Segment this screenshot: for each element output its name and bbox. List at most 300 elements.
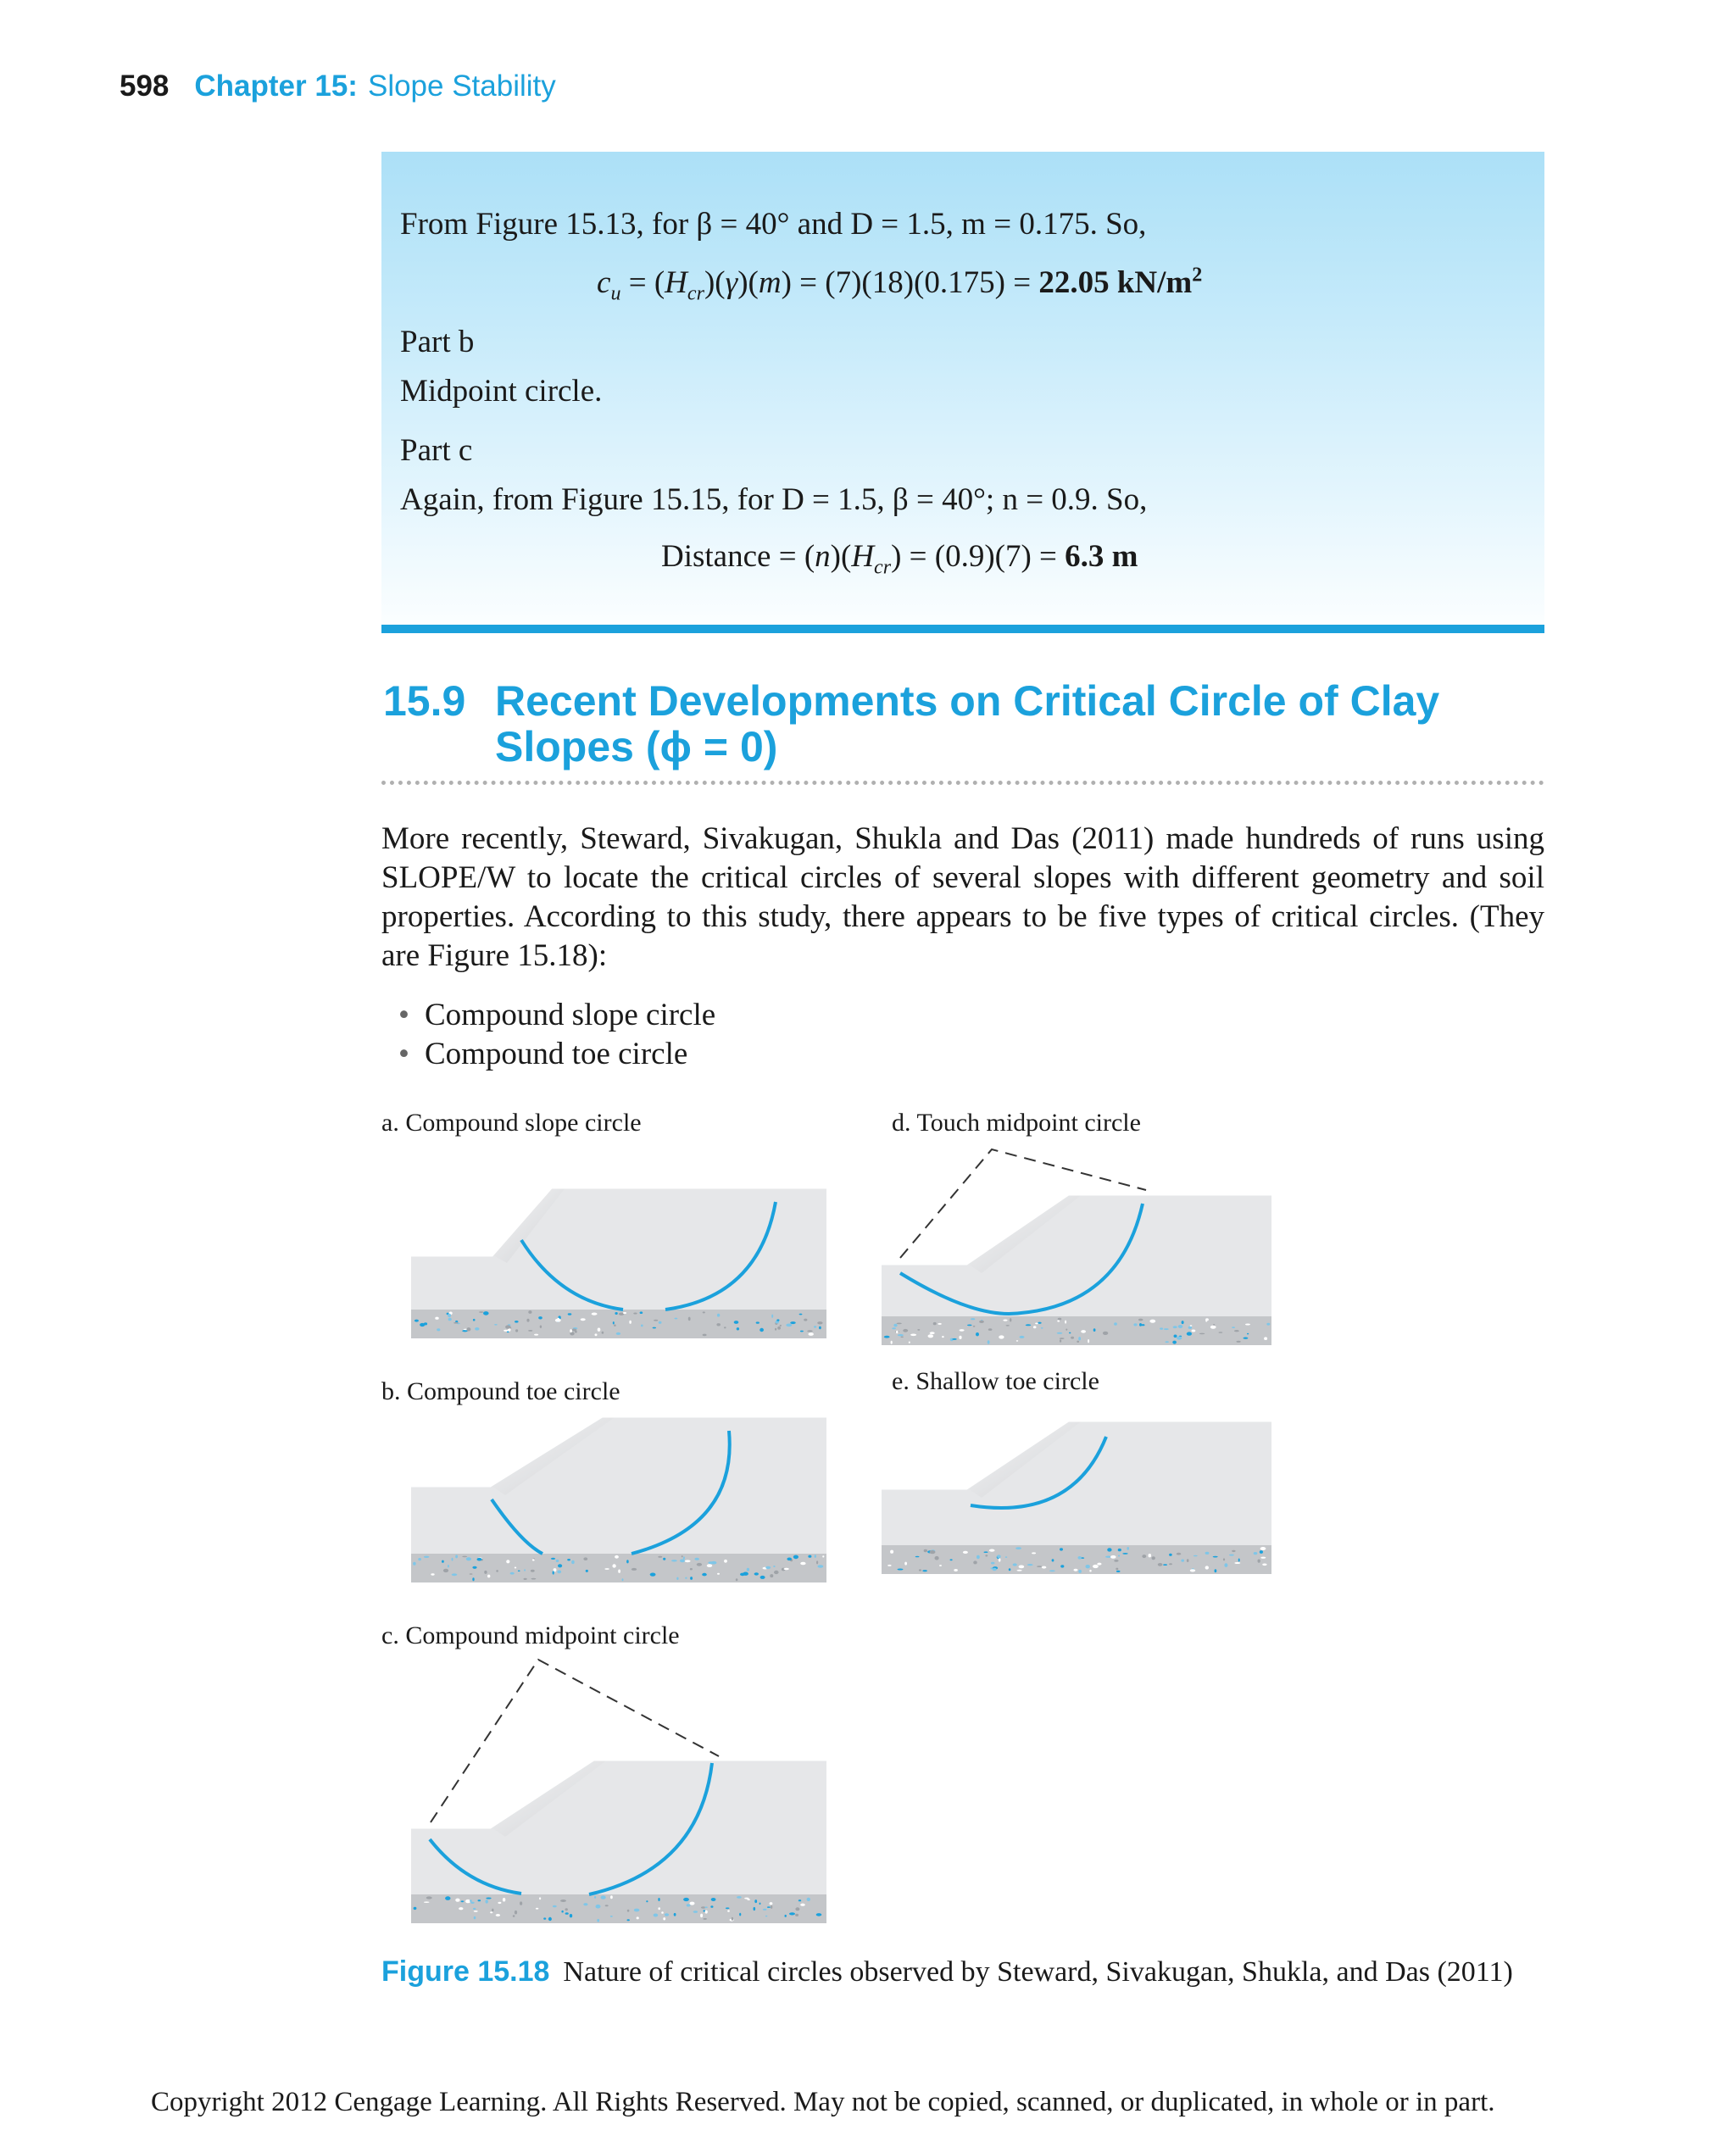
speckle-dot [484,1571,487,1574]
speckle-dot [704,1918,707,1920]
speckle-dot [985,1555,988,1556]
speckle-dot [1019,1566,1025,1569]
panel-b-compound-toe [411,1416,826,1582]
speckle-dot [800,1562,805,1566]
speckle-dot [1149,1554,1152,1557]
speckle-dot [561,1911,563,1913]
speckle-dot [1178,1325,1183,1328]
speckle-dot [474,1916,476,1919]
part-b-text: Midpoint circle. [400,374,603,409]
speckle-dot [531,1578,537,1580]
chapter-label: Chapter 15: [194,70,358,103]
speckle-dot [930,1550,936,1554]
speckle-dot [771,1315,773,1318]
speckle-dot [765,1566,771,1569]
speckle-dot [814,1326,816,1327]
speckle-dot [708,1561,714,1564]
speckle-dot [1013,1563,1017,1566]
speckle-dot [596,1905,601,1909]
speckle-dot [1093,1328,1096,1332]
speckle-dot [1033,1326,1037,1328]
speckle-dot [963,1551,968,1554]
speckle-dot [938,1323,941,1325]
speckle-dot [629,1321,632,1324]
chapter-title: Slope Stability [367,70,556,103]
speckle-dot [1026,1324,1032,1326]
speckle-dot [505,1325,510,1328]
speckle-dot [654,1914,659,1917]
speckle-dot [1152,1556,1155,1560]
speckle-dot [704,1910,705,1911]
speckle-dot [665,1913,669,1916]
speckle-dot [1264,1337,1267,1340]
speckle-dot [693,1911,698,1913]
speckle-dot [1169,1554,1172,1556]
speckle-dot [1060,1565,1064,1567]
speckle-dot [1078,1556,1082,1560]
speckle-dot [424,1322,427,1325]
speckle-dot [1238,1559,1240,1562]
speckle-dot [984,1551,988,1553]
section-number: 15.9 [383,677,466,725]
speckle-dot [754,1899,757,1903]
speckle-dot [917,1329,920,1331]
speckle-dot [1172,1341,1177,1344]
speckle-dot [418,1558,421,1560]
speckle-dot [531,1570,535,1572]
speckle-dot [658,1898,659,1901]
speckle-dot [971,1318,975,1320]
speckle-dot [724,1327,726,1328]
speckle-dot [442,1560,444,1563]
speckle-dot [674,1913,676,1916]
speckle-dot [765,1916,767,1917]
speckle-dot [586,1570,588,1572]
speckle-dot [724,1560,727,1563]
speckle-dot [653,1327,656,1329]
speckle-dot [1042,1566,1046,1569]
speckle-dot [935,1556,939,1560]
speckle-dot [703,1311,705,1313]
speckle-dot [496,1570,498,1572]
speckle-dot [704,1906,707,1908]
speckle-dot [431,1573,434,1575]
equation-distance-result: 6.3 m [1065,539,1138,574]
figure-caption-text: Nature of critical circles observed by Steward, Sivakugan, Shukla, and Das (2011) [563,1956,1513,1988]
speckle-dot [437,1328,440,1331]
speckle-dot [819,1327,821,1330]
speckle-dot [539,1897,541,1899]
speckle-dot [1169,1563,1172,1565]
speckle-dot [688,1317,691,1321]
speckle-dot [1173,1326,1177,1328]
speckle-dot [1177,1337,1182,1340]
speckle-dot [770,1902,773,1905]
speckle-dot [1158,1563,1163,1566]
speckle-dot [597,1919,599,1922]
speckle-dot [1247,1333,1249,1335]
speckle-dot [565,1908,568,1911]
speckle-dot [988,1328,993,1331]
part-c-title: Part c [400,433,473,468]
speckle-dot [415,1320,419,1322]
speckle-dot [777,1327,781,1330]
speckle-dot [736,1578,738,1581]
speckle-dot [804,1319,807,1321]
speckle-dot [604,1568,609,1570]
speckle-dot [1078,1570,1082,1573]
speckle-dot [1006,1325,1010,1327]
speckle-dot [575,1331,577,1333]
speckle-dot [1138,1319,1143,1321]
speckle-dot [928,1334,934,1338]
speckle-dot [1229,1555,1234,1556]
speckle-dot [610,1916,613,1917]
speckle-dot [1194,1555,1198,1557]
speckle-dot [426,1896,432,1899]
speckle-dot [690,1577,693,1580]
speckle-dot [1114,1322,1117,1326]
speckle-dot [1020,1336,1025,1338]
bullet-item-text: Compound toe circle [424,1037,688,1071]
speckle-dot [622,1578,624,1581]
speckle-dot [717,1573,720,1575]
speckle-dot [605,1905,609,1906]
speckle-dot [1245,1324,1250,1326]
speckle-dot [897,1323,902,1325]
speckle-dot [1232,1550,1235,1552]
speckle-dot [702,1573,707,1577]
speckle-dot [754,1572,759,1575]
speckle-dot [1016,1340,1018,1342]
speckle-dot [807,1330,813,1332]
speckle-dot [815,1555,816,1558]
speckle-dot [583,1557,587,1560]
speckle-dot [1223,1558,1225,1560]
speckle-dot [901,1337,904,1338]
panel-label-a: a. Compound slope circle [381,1109,642,1137]
speckle-dot [890,1550,893,1554]
speckle-dot [473,1319,476,1321]
speckle-dot [790,1321,795,1324]
speckle-dot [1163,1564,1167,1566]
speckle-dot [1210,1326,1216,1329]
speckle-dot [1127,1547,1129,1550]
speckle-dot [891,1341,893,1344]
speckle-dot [976,1332,979,1336]
speckle-dot [800,1904,805,1906]
speckle-dot [641,1325,643,1327]
speckle-dot [1058,1318,1062,1321]
speckle-dot [991,1562,995,1565]
speckle-dot [716,1323,721,1326]
speckle-dot [1088,1339,1089,1343]
speckle-dot [1166,1341,1169,1343]
speckle-dot [565,1912,569,1915]
speckle-dot [1038,1322,1041,1324]
speckle-dot [627,1910,630,1912]
speckle-dot [1122,1553,1127,1555]
speckle-dot [737,1896,742,1899]
speckle-dot [960,1329,965,1332]
speckle-dot [795,1914,798,1916]
speckle-dot [1116,1571,1121,1572]
speckle-dot [661,1911,664,1914]
speckle-dot [503,1898,505,1902]
speckle-dot [592,1313,598,1315]
speckle-dot [767,1906,771,1908]
speckle-dot [637,1916,639,1919]
speckle-dot [726,1907,730,1909]
speckle-dot [1224,1563,1227,1567]
speckle-dot [884,1336,890,1338]
speckle-dot [445,1896,450,1900]
speckle-dot [942,1336,944,1338]
speckle-dot [808,1555,811,1558]
speckle-dot [1074,1569,1078,1571]
speckle-dot [770,1574,773,1577]
speckle-dot [1188,1327,1192,1329]
speckle-dot [1205,1320,1207,1322]
speckle-dot [515,1321,519,1323]
speckle-dot [510,1572,515,1575]
speckle-dot [443,1569,448,1572]
speckle-dot [610,1895,613,1899]
equation-cu: $c_u = (H_{cr})(\gamma)(m) = (7)(18)(0.175) = 22.05$ $kN/m^2$ [597,264,1203,305]
speckle-dot [743,1572,748,1576]
speckle-dot [479,1311,483,1313]
speckle-dot [1118,1555,1120,1557]
speckle-dot [1142,1555,1146,1558]
speckle-dot [1174,1335,1177,1338]
speckle-dot [999,1558,1001,1561]
speckle-dot [694,1558,699,1560]
speckle-dot [556,1560,559,1562]
speckle-dot [663,1558,665,1560]
speckle-dot [659,1321,662,1324]
speckle-dot [570,1914,572,1917]
speckle-dot [1234,1562,1240,1564]
speckle-dot [540,1326,542,1328]
equation-cu-result: 22.05 kN/m [1038,265,1193,300]
speckle-dot [1037,1566,1042,1567]
speckle-dot [893,1324,897,1327]
panel-label-b: b. Compound toe circle [381,1377,620,1405]
speckle-dot [465,1899,470,1903]
speckle-dot [1060,1338,1065,1339]
figure-caption-label: Figure 15.18 [381,1955,550,1988]
speckle-dot [1010,1318,1011,1321]
speckle-dot [615,1555,619,1559]
speckle-dot [887,1565,891,1566]
speckle-dot [424,1901,430,1903]
speckle-dot [1107,1548,1111,1551]
speckle-dot [1057,1320,1060,1321]
speckle-dot [567,1559,570,1560]
speckle-dot [558,1564,562,1567]
speckle-dot [1177,1553,1182,1555]
speckle-dot [1049,1570,1055,1571]
speckle-dot [727,1910,730,1911]
speckle-dot [1116,1568,1118,1571]
speckle-dot [1103,1332,1108,1335]
speckle-dot [1139,1323,1142,1327]
speckle-dot [435,1317,438,1320]
speckle-dot [1017,1570,1022,1571]
speckle-dot [687,1904,691,1906]
speckle-dot [618,1570,620,1573]
speckle-dot [513,1915,515,1917]
speckle-dot [1219,1332,1223,1333]
speckle-dot [1114,1560,1118,1562]
speckle-dot [1205,1552,1210,1555]
speckle-dot [453,1322,459,1324]
speckle-dot [1032,1552,1036,1554]
speckle-dot [707,1564,712,1567]
speckle-dot [448,1314,451,1317]
speckle-dot [640,1311,643,1314]
speckle-dot [807,1898,810,1901]
speckle-dot [967,1325,972,1327]
speckle-dot [506,1560,509,1563]
speckle-dot [1009,1568,1011,1571]
speckle-dot [898,1569,904,1571]
speckle-dot [904,1562,907,1566]
panel-e-shallow-toe [882,1420,1271,1574]
speckle-dot [613,1321,615,1324]
speckle-dot [1015,1547,1021,1549]
speckle-dot [475,1327,479,1331]
speckle-dot [413,1562,416,1566]
speckle-dot [658,1556,662,1558]
speckle-dot [1164,1328,1169,1330]
speckle-dot [528,1330,532,1332]
bullet-item: • Compound slope circle [398,998,716,1032]
speckle-dot [798,1899,801,1901]
speckle-dot [570,1329,572,1332]
speckle-dot [979,1321,984,1323]
speckle-dot [1060,1548,1063,1550]
speckle-dot [526,1319,529,1322]
speckle-dot [903,1329,908,1332]
figure-caption [381,1955,1513,1988]
speckle-dot [553,1571,554,1574]
section-title-line-2: Slopes (ϕ = 0) [495,723,778,770]
speckle-dot [470,1573,473,1575]
speckle-dot [553,1905,557,1908]
speckle-dot [1027,1564,1033,1566]
speckle-dot [1190,1569,1195,1571]
copyright-notice: Copyright 2012 Cengage Learning. All Rights Reserved. May not be copied, scanned, or duplicated, in whole or in part. [151,2087,1495,2117]
speckle-dot [470,1899,472,1902]
speckle-dot [448,1318,452,1321]
speckle-dot [816,1913,822,1916]
speckle-dot [487,1575,490,1578]
speckle-dot [524,1569,526,1571]
speckle-dot [754,1907,756,1911]
speckle-dot [524,1578,527,1580]
speckle-dot [675,1318,678,1320]
speckle-dot [734,1321,739,1324]
speckle-dot [478,1899,481,1901]
speckle-dot [424,1556,430,1558]
speckle-dot [739,1913,741,1916]
speckle-dot [795,1907,799,1911]
speckle-dot [988,1340,990,1343]
bullet-item: • Compound toe circle [398,1037,688,1071]
speckle-dot [1192,1330,1196,1332]
speckle-dot [1133,1323,1137,1326]
speckle-dot [909,1342,910,1343]
speckle-dot [952,1338,957,1340]
speckle-dot [486,1898,491,1899]
speckle-dot [776,1319,779,1321]
speckle-dot [763,1909,767,1911]
speckle-dot [650,1573,656,1577]
speckle-dot [1215,1569,1217,1572]
speckle-dot [1105,1556,1111,1558]
speckle-dot [498,1902,501,1904]
speckle-dot [598,1328,601,1332]
speckle-dot [683,1556,685,1559]
speckle-dot [494,1324,498,1326]
speckle-dot [568,1313,572,1315]
speckle-dot [1190,1325,1193,1327]
speckle-dot [799,1314,803,1315]
speckle-dot [711,1898,716,1901]
speckle-dot [1160,1327,1163,1329]
speckle-dot [703,1334,707,1337]
speckle-dot [685,1560,691,1562]
speckle-dot [538,1316,542,1319]
speckle-dot [663,1917,665,1920]
speckle-dot [560,1899,566,1902]
speckle-dot [1060,1339,1061,1342]
panel-d-touch-midpoint [882,1149,1271,1345]
speckle-dot [496,1914,500,1916]
speckle-dot [1262,1564,1266,1566]
speckle-dot [1213,1556,1218,1558]
speckle-dot [1181,1560,1184,1562]
speckle-dot [922,1570,927,1571]
speckle-dot [671,1560,677,1561]
speckle-dot [915,1556,920,1558]
speckle-dot [614,1325,616,1327]
speckle-dot [654,1320,658,1321]
speckle-dot [1182,1321,1184,1324]
equation-distance-label: Distance [661,539,771,574]
speckle-dot [459,1907,463,1910]
speckle-dot [1093,1565,1099,1568]
speckle-dot [1057,1332,1063,1334]
speckle-dot [786,1324,792,1327]
speckle-dot [705,1911,708,1914]
speckle-dot [1081,1330,1086,1333]
speckle-dot [700,1914,703,1918]
speckle-dot [658,1907,660,1910]
speckle-dot [1071,1337,1074,1339]
speckle-dot [1086,1565,1090,1568]
speckle-dot [612,1564,615,1567]
speckle-dot [818,1565,824,1567]
speckle-dot [817,1321,822,1324]
speckle-dot [616,1332,620,1335]
speckle-dot [682,1555,683,1557]
speckle-dot [1187,1332,1192,1335]
speckle-dot [747,1568,749,1571]
speckle-dot [548,1917,552,1921]
speckle-dot [1089,1570,1091,1572]
